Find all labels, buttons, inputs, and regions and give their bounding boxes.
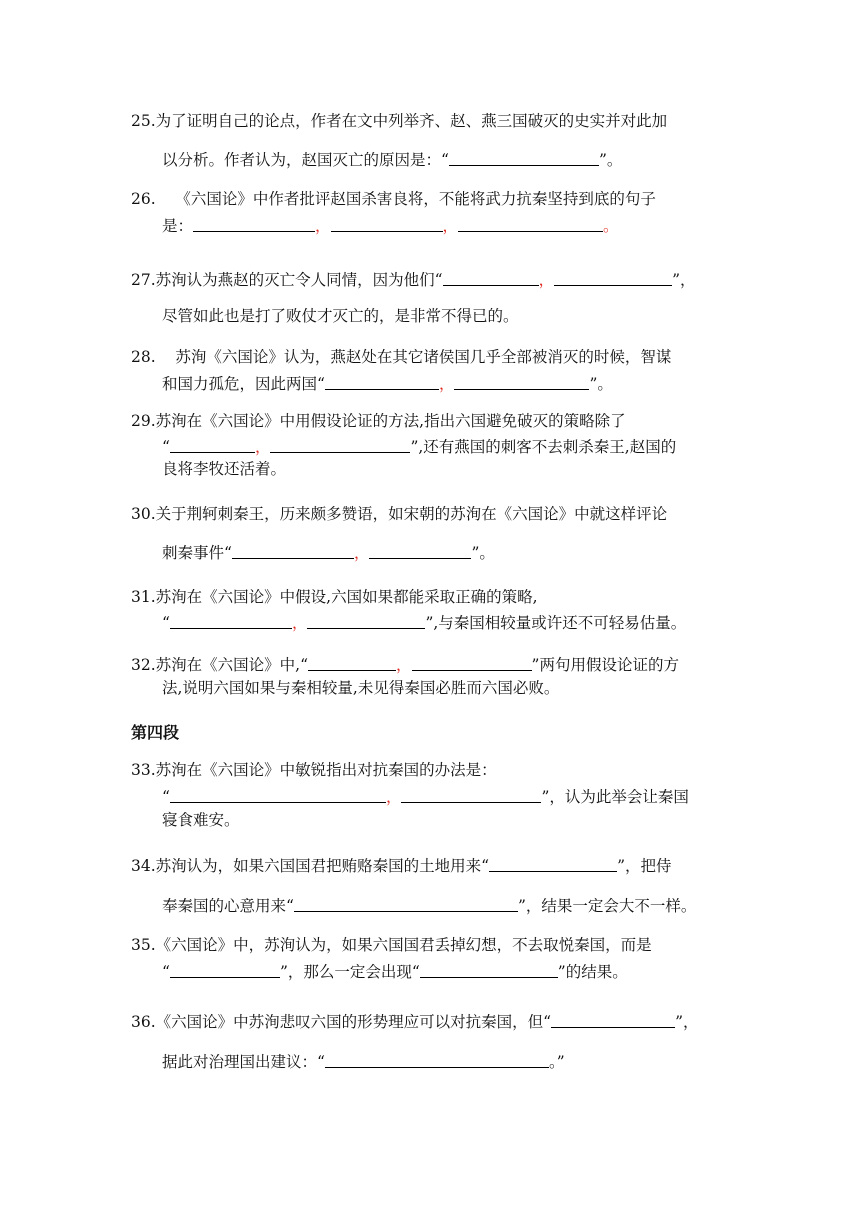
answer-blank[interactable] [554, 270, 672, 286]
comma: ， [538, 271, 555, 289]
question-text: 寝食难安。 [162, 811, 240, 829]
question-text: 苏洵《六国论》认为，燕赵处在其它诸侯国几乎全部被消灭的时候，智谋 [155, 348, 672, 366]
question-28 [131, 350, 731, 392]
question-31 [131, 590, 731, 631]
question-text: ”,与秦国相较量或许还不可轻易估量。 [425, 613, 687, 632]
question-text: “ [162, 962, 170, 981]
question-text: ”,还有燕国的刺客不去刺杀秦王,赵国的 [410, 437, 677, 456]
answer-blank[interactable] [443, 270, 539, 286]
question-text: 奉秦国的心意用来“ [162, 896, 294, 915]
answer-blank[interactable] [369, 543, 471, 559]
question-text: 良将李牧还活着。 [162, 460, 287, 478]
comma: ， [442, 216, 459, 235]
question-number: 29. [131, 412, 156, 430]
answer-blank[interactable] [331, 216, 443, 232]
comma: ， [254, 437, 271, 456]
question-number: 28. [131, 348, 156, 366]
question-33 [131, 763, 731, 829]
answer-blank[interactable] [170, 962, 280, 978]
question-text: 《六国论》中苏洵悲叹六国的形势理应可以对抗秦国，但“ [155, 1013, 552, 1031]
question-text: 关于荆轲刺秦王，历来颇多赞语，如宋朝的苏洵在《六国论》中就这样评论 [155, 505, 668, 523]
question-number: 31. [131, 588, 156, 606]
answer-blank[interactable] [294, 896, 518, 912]
answer-blank[interactable] [454, 374, 589, 390]
answer-blank[interactable] [232, 543, 354, 559]
question-text: 以分析。作者认为，赵国灭亡的原因是：“ [162, 150, 449, 169]
answer-blank[interactable] [449, 150, 599, 166]
answer-blank[interactable] [325, 1052, 549, 1068]
comma: ， [396, 656, 412, 674]
question-36 [131, 1012, 731, 1070]
answer-blank[interactable] [458, 216, 603, 232]
period: 。 [603, 216, 619, 235]
answer-blank[interactable] [551, 1012, 675, 1028]
question-text: ”， [672, 271, 696, 289]
question-text: 据此对治理国出建议：“ [162, 1052, 325, 1071]
question-text: 苏洵认为燕赵的灭亡令人同情，因为他们“ [155, 271, 443, 289]
answer-blank[interactable] [420, 962, 558, 978]
question-number: 26. [131, 190, 156, 208]
question-text: 法,说明六国如果与秦相较量,未见得秦国必胜而六国必败。 [162, 678, 560, 697]
answer-blank[interactable] [307, 613, 425, 629]
question-number: 33. [131, 761, 156, 779]
comma: ， [353, 543, 370, 562]
answer-blank[interactable] [170, 437, 255, 453]
question-text: ”两句用假设论证的方 [531, 656, 679, 674]
question-25 [131, 114, 731, 168]
question-text: ”。 [598, 150, 623, 169]
question-text: 苏洵在《六国论》中假设,六国如果都能采取正确的策略, [155, 588, 538, 606]
answer-blank[interactable] [270, 437, 410, 453]
answer-blank[interactable] [193, 216, 315, 232]
question-29 [131, 414, 731, 478]
question-text: ”，把侍 [617, 857, 672, 875]
question-text: “ [162, 787, 170, 806]
question-26 [131, 192, 731, 234]
question-text: 和国力孤危，因此两国“ [162, 374, 325, 393]
question-30 [131, 507, 731, 561]
question-text: 是： [162, 216, 194, 235]
question-text: “ [162, 437, 170, 456]
question-text: 《六国论》中，苏洵认为，如果六国国君丢掉幻想，不去取悦秦国，而是 [155, 936, 652, 954]
question-text: ”的结果。 [557, 962, 628, 981]
answer-blank[interactable] [489, 856, 617, 872]
answer-blank[interactable] [401, 787, 541, 803]
question-text: 《六国论》中作者批评赵国杀害良将，不能将武力抗秦坚持到底的句子 [155, 190, 656, 208]
answer-blank[interactable] [325, 374, 439, 390]
question-text: ”，那么一定会出现“ [279, 962, 420, 981]
question-text: ”，认为此举会让秦国 [541, 787, 689, 806]
answer-blank[interactable] [308, 655, 396, 671]
question-32 [131, 655, 731, 696]
comma: ， [385, 787, 402, 806]
question-text: 。” [548, 1052, 565, 1071]
comma: ， [315, 216, 331, 235]
comma: ， [438, 374, 455, 393]
question-text: 为了证明自己的论点，作者在文中列举齐、赵、燕三国破灭的史实并对此加 [155, 112, 668, 130]
question-text: ”。 [589, 374, 613, 393]
question-number: 27. [131, 271, 156, 289]
answer-blank[interactable] [412, 655, 532, 671]
answer-blank[interactable] [170, 787, 386, 803]
question-35 [131, 938, 731, 980]
question-number: 25. [131, 112, 156, 130]
question-27 [131, 270, 731, 324]
question-text: 苏洵在《六国论》中,“ [155, 656, 309, 674]
question-text: ”， [675, 1013, 699, 1031]
question-number: 32. [131, 656, 156, 674]
question-number: 34. [131, 857, 156, 875]
question-text: “ [162, 613, 170, 632]
question-number: 35. [131, 936, 156, 954]
question-text: 刺秦事件“ [162, 543, 232, 562]
question-number: 30. [131, 505, 156, 523]
question-text: 苏洵在《六国论》中敏锐指出对抗秦国的办法是： [155, 761, 497, 779]
question-text: 苏洵在《六国论》中用假设论证的方法,指出六国避免破灭的策略除了 [155, 412, 626, 430]
question-text: 尽管如此也是打了败仗才灭亡的，是非常不得已的。 [162, 306, 519, 325]
question-text: ”。 [471, 543, 495, 562]
question-number: 36. [131, 1013, 156, 1031]
question-34 [131, 856, 731, 914]
question-text: ”，结果一定会大不一样。 [517, 896, 697, 915]
section-heading: 第四段 [131, 723, 180, 742]
comma: ， [291, 613, 308, 632]
question-text: 苏洵认为，如果六国国君把贿赂秦国的土地用来“ [155, 857, 490, 875]
answer-blank[interactable] [170, 613, 292, 629]
